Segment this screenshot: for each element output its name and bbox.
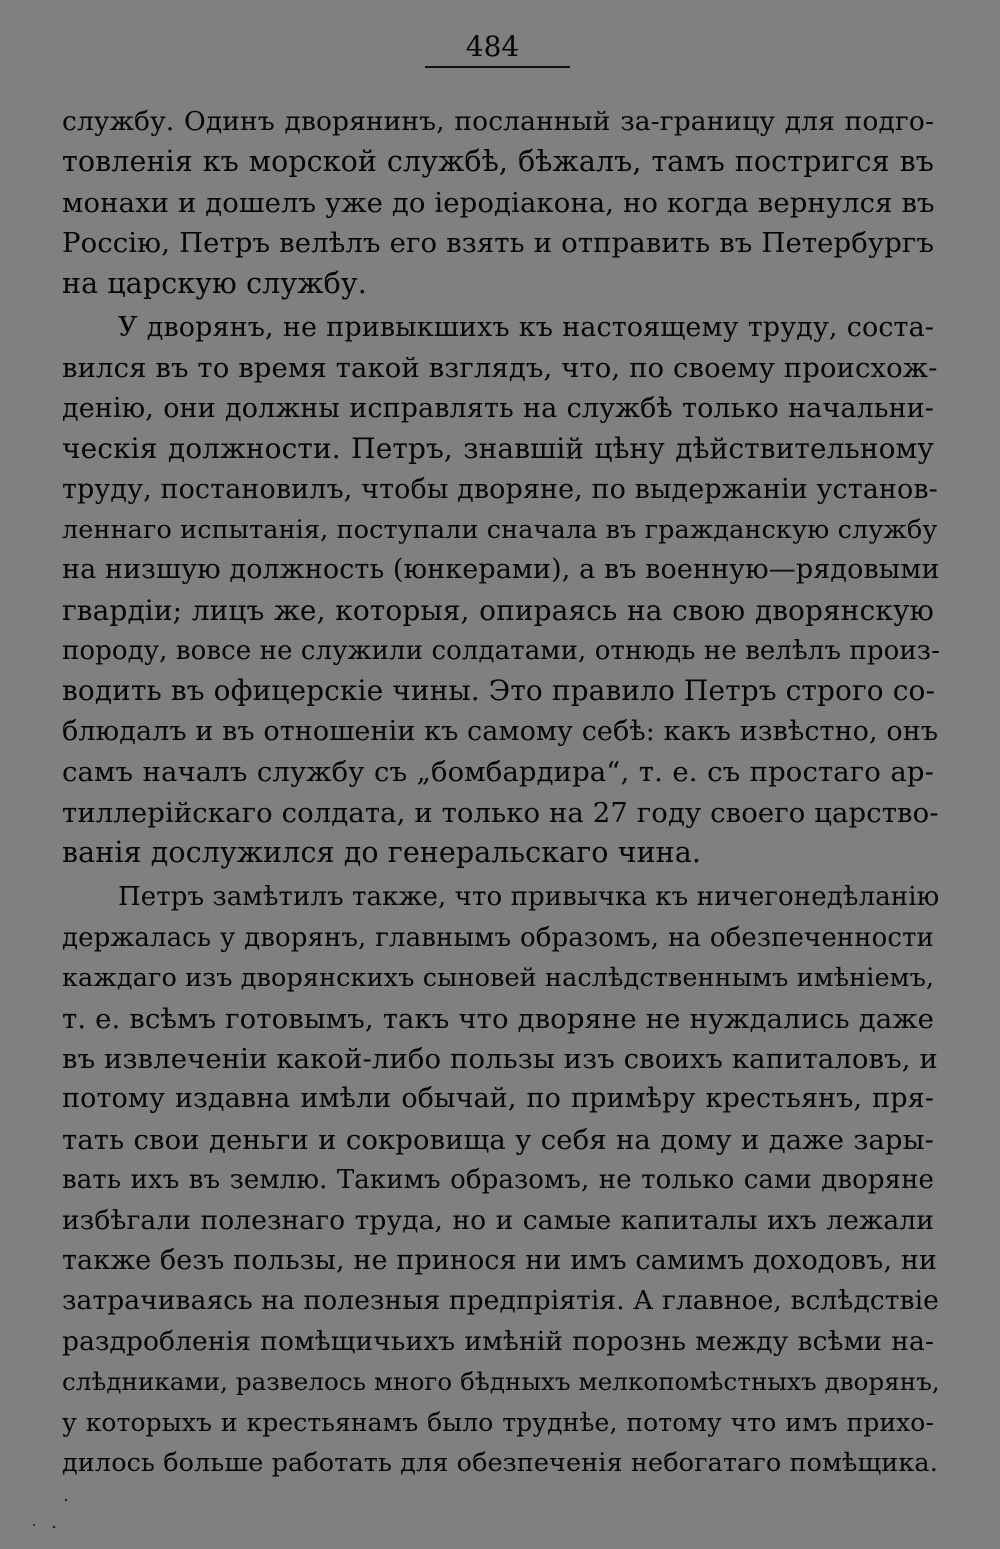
text-line: У дворянъ, не привыкшихъ къ настоящему труду, соста- (118, 311, 934, 343)
body-text (62, 102, 940, 1483)
text-line: водить въ офицерскіе чины. Это правило Петръ строго со- (62, 674, 936, 708)
text-line: на царскую службу. (62, 266, 367, 300)
text-line: тать свои деньги и сокровища у себя на дому и даже зары- (62, 1123, 934, 1156)
text-line: тиллерійскаго солдата, и только на 27 году своего царство- (62, 796, 939, 829)
page-header (415, 30, 570, 70)
text-line: Россію, Петръ велѣлъ его взять и отправить въ Петербургъ (62, 227, 934, 260)
text-line: денію, они должны исправлять на службѣ только начальни- (62, 392, 934, 424)
text-line: каждаго изъ дворянскихъ сыновей наслѣдственнымъ имѣніемъ, (62, 963, 935, 994)
text-line: въ извлеченіи какой-либо пользы изъ своихъ капиталовъ, и (62, 1042, 938, 1075)
text-line: вать ихъ въ землю. Такимъ образомъ, не только сами дворяне (62, 1165, 934, 1196)
text-line: слѣдниками, развелось много бѣдныхъ мелкопомѣстныхъ дворянъ, (62, 1367, 940, 1397)
text-line: породу, вовсе не служили солдатами, отнюдь не велѣлъ произ- (62, 636, 940, 667)
text-line: монахи и дошелъ уже до іеродіакона, но когда вернулся въ (62, 186, 935, 219)
text-line: затрачиваясь на полезныя предпріятія. А главное, вслѣдствіе (62, 1285, 939, 1317)
text-line: гвардіи; лицъ же, которыя, опираясь на свою дворянскую (62, 593, 934, 627)
text-line: вился въ то время такой взглядъ, что, по своему происхож- (62, 352, 938, 385)
page-number: 484 (465, 30, 520, 63)
paragraph-1 (62, 102, 934, 304)
text-line: леннаго испытанія, поступали сначала въ гражданскую службу (62, 514, 938, 545)
text-line: у которыхъ и крестьянамъ было труднѣе, потому что имъ прихо- (62, 1407, 934, 1437)
text-line: Петръ замѣтилъ также, что привычка къ ничегонедѣланію (118, 882, 940, 913)
text-line: т. е. всѣмъ готовымъ, такъ что дворяне не нуждались даже (62, 1002, 934, 1035)
text-line: ванія дослужился до генеральскаго чина. (62, 836, 702, 870)
text-line: избѣгали полезнаго труда, но и самые капиталы ихъ лежали (62, 1204, 934, 1236)
text-line: потому издавна имѣли обычай, по примѣру крестьянъ, пря- (62, 1083, 934, 1115)
scan-specks (30, 1495, 90, 1535)
text-line: раздробленія помѣщичьихъ имѣній порознь между всѣми на- (62, 1325, 934, 1357)
paragraph-3 (62, 877, 940, 1483)
paragraph-2 (62, 308, 940, 873)
text-line: самъ началъ службу съ „бомбардира“, т. е. съ простаго ар- (62, 756, 934, 789)
text-line: товленія къ морской службѣ, бѣжалъ, тамъ постригся въ (62, 145, 934, 179)
text-line: также безъ пользы, не принося ни имъ самимъ доходовъ, ни (62, 1244, 938, 1276)
text-line: дилось больше работать для обезпеченія небогатаго помѣщика. (62, 1447, 938, 1478)
text-line: блюдалъ и въ отношеніи къ самому себѣ: какъ извѣстно, онъ (62, 715, 939, 747)
text-line: службу. Одинъ дворянинъ, посланный за-границу для подго- (62, 106, 934, 137)
text-line: держалась у дворянъ, главнымъ образомъ, на обезпеченности (62, 922, 934, 953)
text-line: на низшую должность (юнкерами), а въ военную—рядовыми (62, 554, 940, 586)
text-line: труду, постановилъ, чтобы дворяне, по выдержаніи установ- (62, 473, 938, 505)
header-rule (425, 66, 570, 68)
text-line: ческія должности. Петръ, знавшій цѣну дѣйствительному (62, 432, 934, 466)
